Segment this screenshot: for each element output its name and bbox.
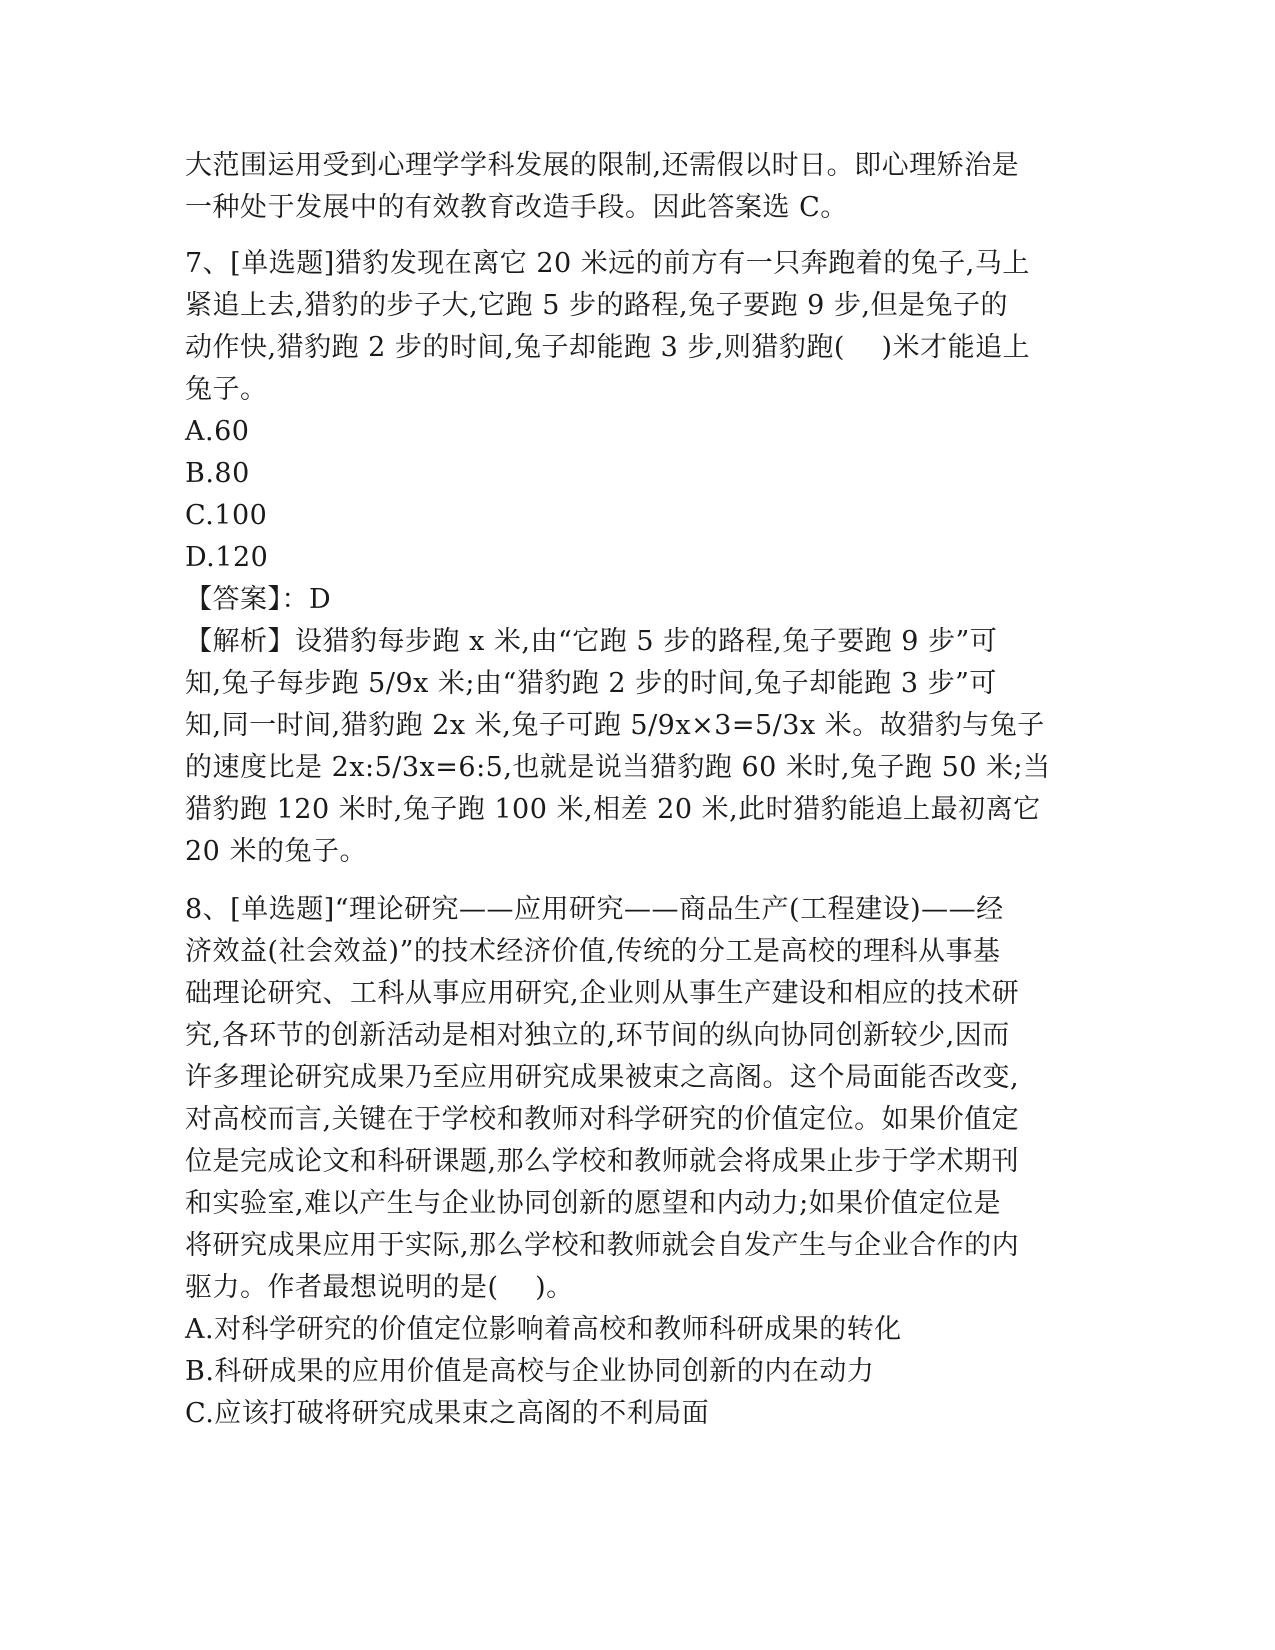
text-line: 动作快,猎豹跑 2 步的时间,兔子却能跑 3 步,则猎豹跑( )米才能追上 bbox=[185, 332, 1031, 363]
text-line: 一种处于发展中的有效教育改造手段。因此答案选 C。 bbox=[185, 192, 848, 223]
option-c: C.应该打破将研究成果束之高阁的不利局面 bbox=[185, 1398, 710, 1429]
question-7 bbox=[185, 243, 1085, 873]
text-line: 的速度比是 2x:5/3x=6:5,也就是说当猎豹跑 60 米时,兔子跑 50 米;当 bbox=[185, 752, 1051, 783]
text-line: 猎豹跑 120 米时,兔子跑 100 米,相差 20 米,此时猎豹能追上最初离它 bbox=[185, 794, 1041, 825]
text-line: 位是完成论文和科研课题,那么学校和教师就会将成果止步于学术期刊 bbox=[185, 1146, 1020, 1177]
question-stem bbox=[185, 243, 1085, 411]
option-list bbox=[185, 1309, 1085, 1435]
document-page bbox=[185, 145, 1085, 1435]
text-line: 将研究成果应用于实际,那么学校和教师就会自发产生与企业合作的内 bbox=[185, 1230, 1020, 1261]
text-line: 济效益(社会效益)”的技术经济价值,传统的分工是高校的理科从事基 bbox=[185, 936, 1001, 967]
option-list bbox=[185, 411, 1085, 579]
option-a: A.对科学研究的价值定位影响着高校和教师科研成果的转化 bbox=[185, 1314, 902, 1345]
option-c: C.100 bbox=[185, 500, 268, 531]
text-line: 许多理论研究成果乃至应用研究成果被束之高阁。这个局面能否改变, bbox=[185, 1062, 1020, 1093]
option-d: D.120 bbox=[185, 542, 269, 573]
text-line: 20 米的兔子。 bbox=[185, 836, 367, 867]
option-a: A.60 bbox=[185, 416, 250, 447]
text-line: 【解析】设猎豹每步跑 x 米,由“它跑 5 步的路程,兔子要跑 9 步”可 bbox=[185, 626, 998, 657]
text-line: 驱力。作者最想说明的是( )。 bbox=[185, 1272, 574, 1303]
text-line: 础理论研究、工科从事应用研究,企业则从事生产建设和相应的技术研 bbox=[185, 978, 1020, 1009]
text-line: 紧追上去,猎豹的步子大,它跑 5 步的路程,兔子要跑 9 步,但是兔子的 bbox=[185, 290, 1009, 321]
text-line: 8、[单选题]“理论研究——应用研究——商品生产(工程建设)——经 bbox=[185, 894, 1004, 925]
option-b: B.科研成果的应用价值是高校与企业协同创新的内在动力 bbox=[185, 1356, 875, 1387]
question-8 bbox=[185, 889, 1085, 1435]
text-line: 和实验室,难以产生与企业协同创新的愿望和内动力;如果价值定位是 bbox=[185, 1188, 1002, 1219]
text-line: 对高校而言,关键在于学校和教师对科学研究的价值定位。如果价值定 bbox=[185, 1104, 1020, 1135]
option-b: B.80 bbox=[185, 458, 250, 489]
answer-line: 【答案】：D bbox=[185, 584, 332, 615]
text-line: 兔子。 bbox=[185, 374, 268, 405]
question-stem bbox=[185, 889, 1085, 1309]
explanation bbox=[185, 621, 1085, 873]
previous-explanation bbox=[185, 145, 1085, 229]
text-line: 7、[单选题]猎豹发现在离它 20 米远的前方有一只奔跑着的兔子,马上 bbox=[185, 248, 1030, 279]
text-line: 知,兔子每步跑 5/9x 米;由“猎豹跑 2 步的时间,兔子却能跑 3 步”可 bbox=[185, 668, 997, 699]
text-line: 究,各环节的创新活动是相对独立的,环节间的纵向协同创新较少,因而 bbox=[185, 1020, 1010, 1051]
text-line: 知,同一时间,猎豹跑 2x 米,兔子可跑 5/9x×3=5/3x 米。故猎豹与兔子 bbox=[185, 710, 1045, 741]
text-line: 大范围运用受到心理学学科发展的限制,还需假以时日。即心理矫治是 bbox=[185, 150, 1020, 181]
